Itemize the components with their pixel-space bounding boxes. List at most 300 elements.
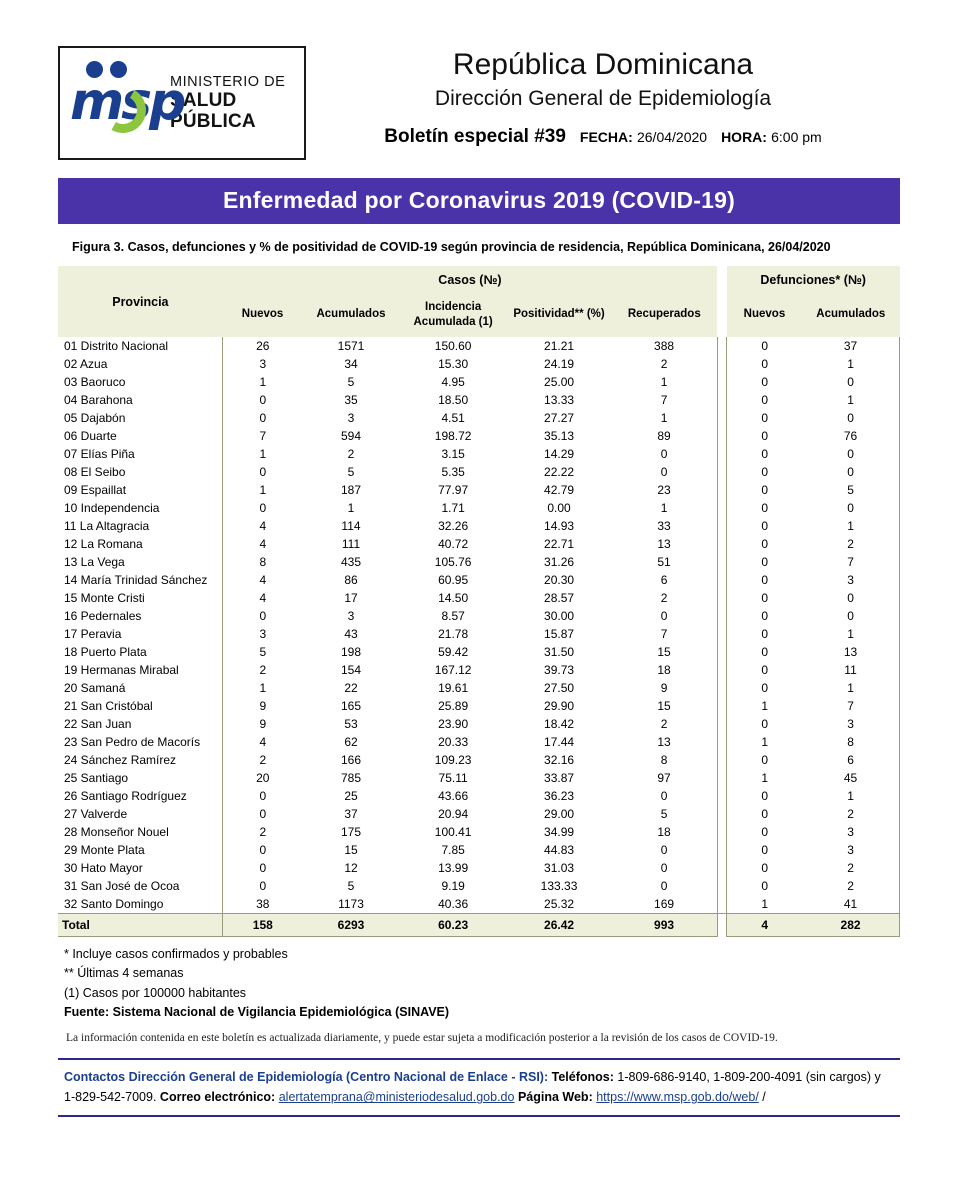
cell-incidencia: 1.71 xyxy=(441,500,465,515)
cell-provincia: 05 Dajabón xyxy=(64,410,126,425)
table-row xyxy=(58,427,900,445)
cell-def-acum: 3 xyxy=(802,715,899,733)
header-casos-nuevos: Nuevos xyxy=(223,294,303,337)
cell-gap xyxy=(717,787,727,805)
cell-gap xyxy=(717,535,727,553)
cell-def-nuevos: 0 xyxy=(727,859,802,877)
cell-def-nuevos: 0 xyxy=(727,841,802,859)
cell-gap xyxy=(717,553,727,571)
cell-gap xyxy=(717,517,727,535)
cell-casos-nuevos: 1 xyxy=(223,373,303,391)
cell-positividad: 24.19 xyxy=(544,356,575,371)
cell-recuperados: 388 xyxy=(611,337,717,355)
cell-total-gap xyxy=(717,913,727,936)
cell-positividad: 25.00 xyxy=(544,374,575,389)
table-row xyxy=(58,625,900,643)
cell-total-def-nuevos: 4 xyxy=(727,913,802,936)
cell-recuperados: 5 xyxy=(611,805,717,823)
table-row xyxy=(58,643,900,661)
table-row xyxy=(58,715,900,733)
cell-def-nuevos: 0 xyxy=(727,463,802,481)
cell-positividad: 22.71 xyxy=(544,536,575,551)
cell-incidencia: 8.57 xyxy=(441,608,465,623)
cell-gap xyxy=(717,751,727,769)
ministry-logo xyxy=(58,46,306,160)
cell-gap xyxy=(717,733,727,751)
cell-provincia: 20 Samaná xyxy=(64,680,126,695)
cell-def-nuevos: 0 xyxy=(727,589,802,607)
cell-def-nuevos: 0 xyxy=(727,625,802,643)
cell-provincia: 26 Santiago Rodríguez xyxy=(64,788,187,803)
cell-gap xyxy=(717,571,727,589)
cell-def-acum: 1 xyxy=(802,355,899,373)
cell-def-acum: 37 xyxy=(802,337,899,355)
cell-def-acum: 76 xyxy=(802,427,899,445)
cell-recuperados: 2 xyxy=(611,715,717,733)
cell-def-acum: 1 xyxy=(802,679,899,697)
table-row xyxy=(58,589,900,607)
cell-provincia: 19 Hermanas Mirabal xyxy=(64,662,179,677)
cell-recuperados: 13 xyxy=(611,733,717,751)
cell-positividad: 22.22 xyxy=(544,464,575,479)
cell-casos-nuevos: 0 xyxy=(223,805,303,823)
cell-casos-nuevos: 4 xyxy=(223,733,303,751)
cell-casos-acum: 1 xyxy=(347,500,355,515)
cell-total-label: Total xyxy=(58,913,223,936)
cell-casos-acum: 37 xyxy=(344,806,358,821)
footnotes xyxy=(64,945,900,1023)
cell-casos-acum: 198 xyxy=(340,644,362,659)
cell-gap xyxy=(717,661,727,679)
cell-provincia: 22 San Juan xyxy=(64,716,132,731)
cell-casos-acum: 53 xyxy=(344,716,358,731)
cell-def-acum: 0 xyxy=(802,409,899,427)
cell-positividad: 34.99 xyxy=(544,824,575,839)
cell-def-acum: 0 xyxy=(802,589,899,607)
cell-casos-nuevos: 1 xyxy=(223,481,303,499)
cell-def-acum: 3 xyxy=(802,841,899,859)
header-def-nuevos: Nuevos xyxy=(727,294,802,337)
cell-recuperados: 0 xyxy=(611,463,717,481)
cell-def-acum: 0 xyxy=(802,463,899,481)
cell-recuperados: 8 xyxy=(611,751,717,769)
cell-def-acum: 6 xyxy=(802,751,899,769)
cell-provincia: 07 Elías Piña xyxy=(64,446,135,461)
phones-value: 1-809-686-9140, 1-809-200-4091 (sin cargos) y 1-829-542-7009. xyxy=(64,1070,881,1105)
cell-provincia: 10 Independencia xyxy=(64,500,160,515)
cell-recuperados: 15 xyxy=(611,643,717,661)
cell-incidencia: 60.95 xyxy=(438,572,469,587)
table-row xyxy=(58,607,900,625)
cell-provincia: 17 Peravia xyxy=(64,626,122,641)
cell-provincia: 24 Sánchez Ramírez xyxy=(64,752,177,767)
cell-gap xyxy=(717,841,727,859)
header-def-acumulados: Acumulados xyxy=(802,294,899,337)
cell-incidencia: 20.33 xyxy=(438,734,469,749)
cell-positividad: 17.44 xyxy=(544,734,575,749)
cell-gap xyxy=(717,697,727,715)
cell-casos-acum: 3 xyxy=(347,410,355,425)
cell-total-positividad: 26.42 xyxy=(507,913,612,936)
cell-recuperados: 18 xyxy=(611,823,717,841)
cell-gap xyxy=(717,823,727,841)
cell-positividad: 36.23 xyxy=(544,788,575,803)
cell-def-nuevos: 0 xyxy=(727,373,802,391)
cell-positividad: 13.33 xyxy=(544,392,575,407)
cell-casos-nuevos: 2 xyxy=(223,751,303,769)
cell-provincia: 31 San José de Ocoa xyxy=(64,878,180,893)
cell-casos-acum: 86 xyxy=(344,572,358,587)
cell-incidencia: 25.89 xyxy=(438,698,469,713)
table-row xyxy=(58,481,900,499)
cell-incidencia: 59.42 xyxy=(438,644,469,659)
table-row xyxy=(58,805,900,823)
cell-def-nuevos: 0 xyxy=(727,643,802,661)
table-row xyxy=(58,895,900,914)
table-row xyxy=(58,787,900,805)
cell-def-nuevos: 0 xyxy=(727,661,802,679)
table-row xyxy=(58,445,900,463)
cell-casos-nuevos: 0 xyxy=(223,877,303,895)
country-title: República Dominicana xyxy=(452,48,754,81)
cell-positividad: 14.29 xyxy=(544,446,575,461)
cell-casos-acum: 5 xyxy=(347,374,355,389)
cell-incidencia: 43.66 xyxy=(438,788,469,803)
cell-positividad: 31.03 xyxy=(544,860,575,875)
cell-provincia: 27 Valverde xyxy=(64,806,128,821)
cell-recuperados: 0 xyxy=(611,841,717,859)
cell-casos-nuevos: 0 xyxy=(223,841,303,859)
cell-recuperados: 9 xyxy=(611,679,717,697)
cell-provincia: 02 Azua xyxy=(64,356,108,371)
cell-positividad: 18.42 xyxy=(544,716,575,731)
cell-provincia: 28 Monseñor Nouel xyxy=(64,824,169,839)
table-row xyxy=(58,409,900,427)
cell-positividad: 25.32 xyxy=(507,895,612,914)
cell-incidencia: 14.50 xyxy=(438,590,469,605)
cell-incidencia: 21.78 xyxy=(438,626,469,641)
cell-casos-nuevos: 0 xyxy=(223,859,303,877)
cell-def-nuevos: 0 xyxy=(727,517,802,535)
cell-provincia: 15 Monte Cristi xyxy=(64,590,145,605)
email-link[interactable]: alertatemprana@ministeriodesalud.gob.do xyxy=(278,1090,515,1105)
cell-casos-nuevos: 20 xyxy=(223,769,303,787)
cell-provincia: 23 San Pedro de Macorís xyxy=(64,734,201,749)
cell-incidencia: 109.23 xyxy=(434,752,472,767)
disease-banner: Enfermedad por Coronavirus 2019 (COVID-19) xyxy=(58,178,900,224)
cell-provincia: 13 La Vega xyxy=(64,554,125,569)
cell-recuperados: 6 xyxy=(611,571,717,589)
cell-def-acum: 1 xyxy=(802,787,899,805)
cell-recuperados: 33 xyxy=(611,517,717,535)
cell-positividad: 21.21 xyxy=(544,338,575,353)
table-row xyxy=(58,355,900,373)
cell-casos-acum: 25 xyxy=(344,788,358,803)
cell-provincia: 18 Puerto Plata xyxy=(64,644,147,659)
cell-casos-acum: 154 xyxy=(340,662,362,677)
time-label: HORA: xyxy=(721,128,767,145)
email-label: Correo electrónico: xyxy=(159,1090,276,1105)
cell-casos-acum: 175 xyxy=(340,824,362,839)
cell-incidencia: 19.61 xyxy=(438,680,469,695)
cell-gap xyxy=(717,445,727,463)
cell-recuperados: 13 xyxy=(611,535,717,553)
cell-def-acum: 13 xyxy=(802,643,899,661)
cell-casos-acum: 62 xyxy=(344,734,358,749)
cell-recuperados: 169 xyxy=(611,895,717,914)
cell-total-casos-nuevos: 158 xyxy=(223,913,303,936)
cell-def-nuevos: 1 xyxy=(727,769,802,787)
cell-casos-acum: 35 xyxy=(344,392,358,407)
cell-total-incidencia: 60.23 xyxy=(400,913,507,936)
cell-def-nuevos: 0 xyxy=(727,391,802,409)
cell-incidencia: 9.19 xyxy=(441,878,465,893)
cell-def-acum: 7 xyxy=(802,553,899,571)
cell-incidencia: 100.41 xyxy=(434,824,472,839)
cell-def-nuevos: 0 xyxy=(727,607,802,625)
cell-def-nuevos: 0 xyxy=(727,355,802,373)
header-casos-acumulados: Acumulados xyxy=(302,294,399,337)
cell-gap xyxy=(717,355,727,373)
footnote-2: ** Últimas 4 semanas xyxy=(64,966,184,981)
cell-incidencia: 40.36 xyxy=(400,895,507,914)
date-value: 26/04/2020 xyxy=(636,128,708,145)
bulletin-line xyxy=(306,126,900,148)
cell-recuperados: 51 xyxy=(611,553,717,571)
cell-gap xyxy=(717,679,727,697)
cell-casos-acum: 435 xyxy=(340,554,362,569)
cell-provincia: 32 Santo Domingo xyxy=(58,895,223,914)
cell-def-acum: 0 xyxy=(802,373,899,391)
table-row xyxy=(58,571,900,589)
cell-gap xyxy=(717,463,727,481)
disclaimer-text: La información contenida en este boletín es actualizada diariamente, y puede estar sujeta a modificación posterior a la revisión de los casos de COVID-19. xyxy=(66,1032,778,1045)
cell-provincia: 08 El Seibo xyxy=(64,464,126,479)
cell-gap xyxy=(717,409,727,427)
cell-def-acum: 2 xyxy=(802,859,899,877)
cell-provincia: 04 Barahona xyxy=(64,392,133,407)
table-row xyxy=(58,499,900,517)
cell-positividad: 27.50 xyxy=(544,680,575,695)
cell-gap xyxy=(717,643,727,661)
time-value: 6:00 pm xyxy=(771,128,822,145)
cell-positividad: 20.30 xyxy=(544,572,575,587)
cell-incidencia: 5.35 xyxy=(441,464,465,479)
cell-incidencia: 3.15 xyxy=(441,446,465,461)
cell-casos-nuevos: 0 xyxy=(223,463,303,481)
cell-provincia: 06 Duarte xyxy=(64,428,117,443)
cell-gap xyxy=(717,769,727,787)
cell-def-acum: 3 xyxy=(802,823,899,841)
cell-provincia: 21 San Cristóbal xyxy=(64,698,153,713)
cell-incidencia: 32.26 xyxy=(438,518,469,533)
cell-provincia: 29 Monte Plata xyxy=(64,842,145,857)
cell-incidencia: 23.90 xyxy=(438,716,469,731)
cell-incidencia: 13.99 xyxy=(438,860,469,875)
cell-def-acum: 45 xyxy=(802,769,899,787)
cell-casos-nuevos: 2 xyxy=(223,661,303,679)
cell-positividad: 35.13 xyxy=(544,428,575,443)
cell-casos-acum: 22 xyxy=(344,680,358,695)
cell-gap xyxy=(717,625,727,643)
cell-incidencia: 4.51 xyxy=(441,410,465,425)
date-label: FECHA: xyxy=(579,128,633,145)
cell-casos-acum: 2 xyxy=(347,446,355,461)
bulletin-number: Boletín especial #39 xyxy=(384,125,566,147)
cell-casos-nuevos: 7 xyxy=(223,427,303,445)
cell-casos-nuevos: 2 xyxy=(223,823,303,841)
cell-casos-acum: 43 xyxy=(344,626,358,641)
cell-def-acum: 3 xyxy=(802,571,899,589)
table-row xyxy=(58,877,900,895)
cell-casos-nuevos: 5 xyxy=(223,643,303,661)
table-row xyxy=(58,859,900,877)
cell-recuperados: 23 xyxy=(611,481,717,499)
cell-def-acum: 0 xyxy=(802,499,899,517)
cell-def-nuevos: 0 xyxy=(727,499,802,517)
cell-casos-acum: 1571 xyxy=(337,338,365,353)
cell-def-nuevos: 0 xyxy=(727,877,802,895)
cell-def-nuevos: 0 xyxy=(727,553,802,571)
cell-casos-nuevos: 1 xyxy=(223,445,303,463)
cell-positividad: 14.93 xyxy=(544,518,575,533)
table-row xyxy=(58,841,900,859)
cell-gap xyxy=(717,427,727,445)
cell-positividad: 31.26 xyxy=(544,554,575,569)
cell-positividad: 32.16 xyxy=(544,752,575,767)
cell-positividad: 29.00 xyxy=(544,806,575,821)
header-gap xyxy=(717,266,727,337)
web-link[interactable]: https://www.msp.gob.do/web/ xyxy=(596,1090,759,1105)
cell-recuperados: 89 xyxy=(611,427,717,445)
contact-footer xyxy=(58,1058,900,1117)
cell-positividad: 29.90 xyxy=(544,698,575,713)
cell-casos-acum: 166 xyxy=(340,752,362,767)
cell-casos-nuevos: 1 xyxy=(223,679,303,697)
ministry-line2: SALUD PÚBLICA xyxy=(170,89,256,133)
cell-casos-nuevos: 4 xyxy=(223,535,303,553)
cell-incidencia: 20.94 xyxy=(438,806,469,821)
table-row xyxy=(58,751,900,769)
table-row xyxy=(58,769,900,787)
cell-casos-nuevos: 9 xyxy=(223,697,303,715)
cell-gap xyxy=(717,805,727,823)
table-row xyxy=(58,463,900,481)
cell-positividad: 133.33 xyxy=(540,878,578,893)
cell-recuperados: 15 xyxy=(611,697,717,715)
cell-casos-nuevos: 38 xyxy=(223,895,303,914)
cell-def-acum: 1 xyxy=(802,625,899,643)
cell-def-nuevos: 1 xyxy=(727,733,802,751)
cell-casos-acum: 34 xyxy=(344,356,358,371)
cell-incidencia: 167.12 xyxy=(434,662,472,677)
cell-gap xyxy=(717,877,727,895)
cell-recuperados: 7 xyxy=(611,391,717,409)
cell-provincia: 30 Hato Mayor xyxy=(64,860,143,875)
cell-total-def-acum: 282 xyxy=(802,913,899,936)
cell-def-nuevos: 0 xyxy=(727,427,802,445)
cell-def-acum: 7 xyxy=(802,697,899,715)
cell-casos-nuevos: 3 xyxy=(223,625,303,643)
cell-positividad: 28.57 xyxy=(544,590,575,605)
table-row xyxy=(58,391,900,409)
cell-def-nuevos: 0 xyxy=(727,715,802,733)
table-group-header-row xyxy=(58,266,900,294)
cell-gap xyxy=(717,499,727,517)
title-block xyxy=(306,46,900,148)
cell-def-nuevos: 1 xyxy=(727,895,802,914)
cell-def-nuevos: 0 xyxy=(727,445,802,463)
cell-casos-nuevos: 0 xyxy=(223,499,303,517)
phones-label: Teléfonos: xyxy=(551,1070,614,1085)
cell-positividad: 30.00 xyxy=(544,608,575,623)
table-row xyxy=(58,535,900,553)
department-title: Dirección General de Epidemiología xyxy=(434,86,772,110)
cell-recuperados: 0 xyxy=(611,607,717,625)
cell-incidencia: 15.30 xyxy=(438,356,469,371)
cell-def-nuevos: 0 xyxy=(727,535,802,553)
document-header xyxy=(58,46,900,160)
cell-casos-acum: 187 xyxy=(340,482,362,497)
cell-provincia: 01 Distrito Nacional xyxy=(64,338,169,353)
cell-recuperados: 0 xyxy=(611,445,717,463)
cell-incidencia: 7.85 xyxy=(441,842,465,857)
cell-casos-nuevos: 8 xyxy=(223,553,303,571)
cell-casos-nuevos: 3 xyxy=(223,355,303,373)
cell-casos-nuevos: 4 xyxy=(223,571,303,589)
footnote-1: * Incluye casos confirmados y probables xyxy=(64,946,288,961)
figure-caption: Figura 3. Casos, defunciones y % de positividad de COVID-19 según provincia de residencia, República Dominicana, 26/04/2020 xyxy=(72,240,831,254)
cell-recuperados: 0 xyxy=(611,787,717,805)
ministry-line1: MINISTERIO DE xyxy=(170,73,286,90)
header-defunciones: Defunciones* (№) xyxy=(727,266,900,294)
cell-incidencia: 75.11 xyxy=(438,770,468,785)
cell-casos-acum: 17 xyxy=(344,590,358,605)
cell-gap xyxy=(717,589,727,607)
cell-casos-acum: 594 xyxy=(340,428,362,443)
cell-incidencia: 150.60 xyxy=(434,338,472,353)
cell-positividad: 44.83 xyxy=(544,842,575,857)
cell-def-acum: 5 xyxy=(802,481,899,499)
cell-incidencia: 198.72 xyxy=(434,428,472,443)
cell-provincia: 11 La Altagracia xyxy=(64,518,150,533)
cell-def-nuevos: 0 xyxy=(727,409,802,427)
cell-gap xyxy=(717,715,727,733)
cell-gap xyxy=(717,859,727,877)
cell-def-nuevos: 0 xyxy=(727,823,802,841)
cell-def-acum: 2 xyxy=(802,535,899,553)
cell-def-nuevos: 0 xyxy=(727,481,802,499)
cell-casos-nuevos: 4 xyxy=(223,517,303,535)
table-row xyxy=(58,697,900,715)
cell-total-casos-acum: 6293 xyxy=(302,913,399,936)
cell-positividad: 33.87 xyxy=(544,770,575,785)
table-body xyxy=(58,337,900,937)
cell-positividad: 15.87 xyxy=(544,626,575,641)
cell-def-nuevos: 0 xyxy=(727,751,802,769)
table-row xyxy=(58,823,900,841)
cell-casos-nuevos: 9 xyxy=(223,715,303,733)
cell-recuperados: 0 xyxy=(611,859,717,877)
cell-recuperados: 18 xyxy=(611,661,717,679)
cell-positividad: 42.79 xyxy=(544,482,575,497)
cell-casos-acum: 12 xyxy=(344,860,358,875)
cell-incidencia: 77.97 xyxy=(438,482,469,497)
contact-title: Contactos Dirección General de Epidemiología (Centro Nacional de Enlace - RSI): xyxy=(64,1070,549,1085)
cell-provincia: 14 María Trinidad Sánchez xyxy=(64,572,208,587)
cell-recuperados: 2 xyxy=(611,589,717,607)
cell-def-nuevos: 0 xyxy=(727,571,802,589)
